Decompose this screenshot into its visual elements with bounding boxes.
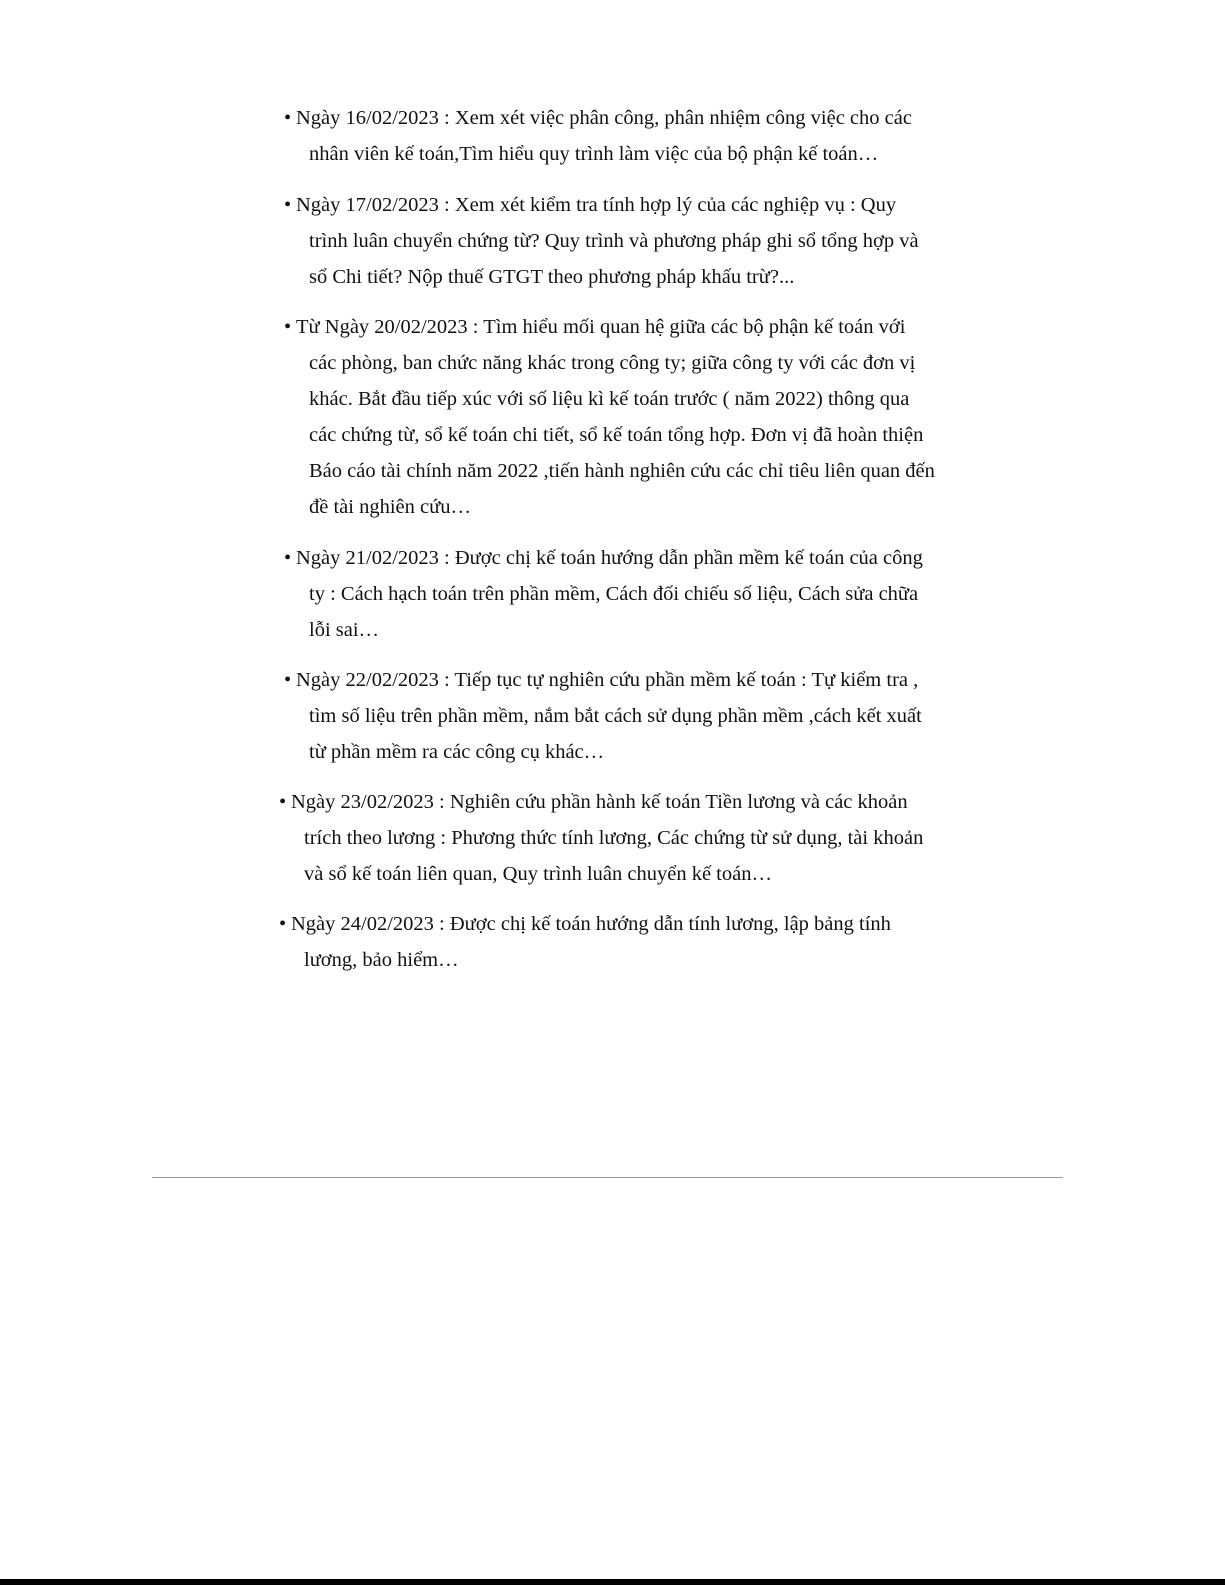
bullet: •: [284, 547, 292, 569]
list-item-line: • Ngày 24/02/2023 : Được chị kế toán hướng dẫn tính lương, lập bảng tính: [279, 906, 891, 942]
list-item-line: lương, bảo hiểm…: [304, 949, 459, 971]
list-item: [284, 540, 923, 648]
list-item-line: ty : Cách hạch toán trên phần mềm, Cách đối chiếu số liệu, Cách sửa chữa: [309, 583, 919, 605]
list-item-line: • Ngày 22/02/2023 : Tiếp tục tự nghiên cứu phần mềm kế toán : Tự kiểm tra ,: [284, 662, 922, 698]
list-item-line: tìm số liệu trên phần mềm, nắm bắt cách sử dụng phần mềm ,cách kết xuất: [309, 705, 922, 727]
list-item: [279, 906, 891, 978]
list-item-line: trích theo lương : Phương thức tính lương, Các chứng từ sử dụng, tài khoản: [304, 827, 924, 849]
list-item-line: • Từ Ngày 20/02/2023 : Tìm hiểu mối quan hệ giữa các bộ phận kế toán với: [284, 309, 935, 345]
list-item-line: lỗi sai…: [309, 619, 380, 641]
list-item-line: • Ngày 23/02/2023 : Nghiên cứu phần hành kế toán Tiền lương và các khoản: [279, 784, 923, 820]
list-item-line: và sổ kế toán liên quan, Quy trình luân chuyển kế toán…: [304, 863, 772, 885]
list-item-line: từ phần mềm ra các công cụ khác…: [309, 741, 605, 763]
list-item-line: • Ngày 21/02/2023 : Được chị kế toán hướng dẫn phần mềm kế toán của công: [284, 540, 923, 576]
page-divider: [152, 1177, 1063, 1178]
list-item-line: nhân viên kế toán,Tìm hiểu quy trình làm việc của bộ phận kế toán…: [309, 143, 879, 165]
list-item-line: • Ngày 16/02/2023 : Xem xét việc phân công, phân nhiệm công việc cho các: [284, 100, 912, 136]
bullet: •: [279, 791, 287, 813]
list-item: [284, 100, 912, 172]
list-item: [284, 187, 919, 295]
list-item-line: các chứng từ, sổ kế toán chi tiết, sổ kế toán tổng hợp. Đơn vị đã hoàn thiện: [309, 424, 924, 446]
list-item-line: đề tài nghiên cứu…: [309, 496, 471, 518]
bullet: •: [284, 107, 292, 129]
list-item-line: sổ Chi tiết? Nộp thuế GTGT theo phương pháp khấu trừ?...: [309, 266, 795, 288]
list-item: [279, 784, 923, 892]
list-item-line: trình luân chuyển chứng từ? Quy trình và phương pháp ghi sổ tổng hợp và: [309, 230, 919, 252]
list-item-line: • Ngày 17/02/2023 : Xem xét kiểm tra tính hợp lý của các nghiệp vụ : Quy: [284, 187, 919, 223]
bullet: •: [284, 669, 292, 691]
bottom-edge-bar: [0, 1579, 1225, 1585]
list-item-line: khác. Bắt đầu tiếp xúc với số liệu kì kế toán trước ( năm 2022) thông qua: [309, 388, 910, 410]
list-item-line: Báo cáo tài chính năm 2022 ,tiến hành nghiên cứu các chỉ tiêu liên quan đến: [309, 460, 935, 482]
bullet: •: [284, 316, 292, 338]
bullet: •: [284, 194, 292, 216]
list-item: [284, 662, 922, 770]
bullet: •: [279, 913, 287, 935]
list-item-line: các phòng, ban chức năng khác trong công ty; giữa công ty với các đơn vị: [309, 352, 916, 374]
list-item: [284, 309, 935, 525]
